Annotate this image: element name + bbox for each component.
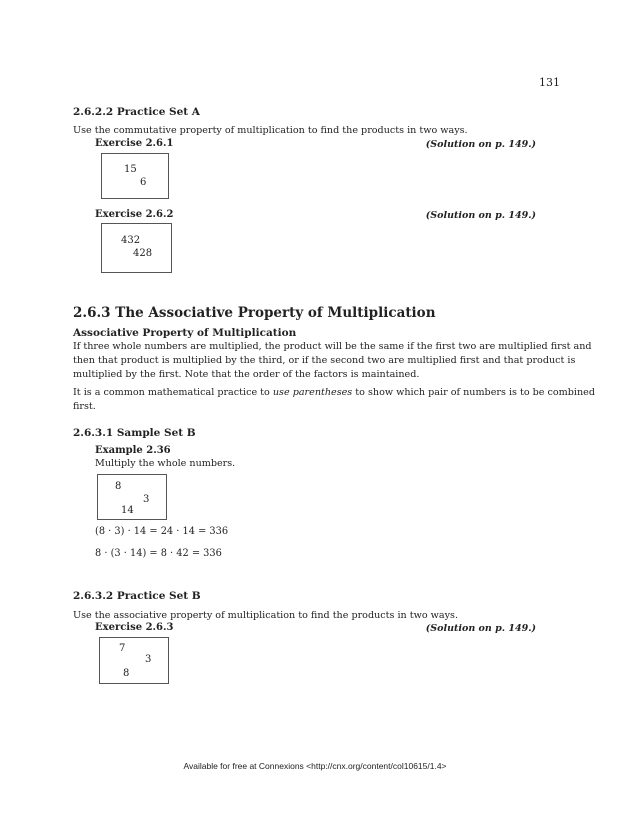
- associative-subheading: Associative Property of Multiplication: [73, 327, 297, 339]
- exercise-2-6-3-number-1: 7: [119, 643, 126, 654]
- parentheses-line-1: It is a common mathematical practice to use parentheses to show which pair of numbers is to be combined: [73, 387, 595, 398]
- exercise-2-6-1-number-1: 15: [124, 164, 137, 175]
- exercise-2-6-1-box: [101, 153, 169, 199]
- equation-grouping-first-two: (8 · 3) · 14 = 24 · 14 = 336: [95, 526, 229, 537]
- example-2-36-text: Multiply the whole numbers.: [95, 458, 236, 469]
- example-number-1: 8: [115, 481, 122, 492]
- emphasis-use-parentheses: use parentheses: [272, 387, 353, 398]
- section-heading-associative: 2.6.3 The Associative Property of Multiplication: [73, 305, 436, 321]
- definition-line-1: If three whole numbers are multiplied, the product will be the same if the first two are multiplied first and: [73, 341, 592, 352]
- exercise-2-6-3-box: [99, 637, 169, 684]
- exercise-2-6-2-title: Exercise 2.6.2: [95, 209, 174, 220]
- parentheses-practice-paragraph: [73, 386, 595, 414]
- exercise-2-6-2-box: [101, 223, 172, 273]
- example-number-3: 14: [121, 505, 134, 516]
- page-number: 131: [539, 76, 560, 89]
- exercise-2-6-2-solution-link[interactable]: (Solution on p. 149.): [425, 210, 536, 221]
- exercise-2-6-3-solution-link[interactable]: (Solution on p. 149.): [425, 623, 536, 634]
- footer-attribution: Available for free at Connexions <http://cnx.org/content/col10615/1.4>: [183, 761, 447, 771]
- practice-set-b-instruction: Use the associative property of multiplication to find the products in two ways.: [73, 610, 458, 621]
- example-2-36-box: [97, 474, 167, 520]
- associative-definition: [73, 340, 592, 382]
- practice-set-a-instruction: Use the commutative property of multiplication to find the products in two ways.: [73, 125, 468, 136]
- sample-set-b-heading: 2.6.3.1 Sample Set B: [73, 427, 196, 439]
- equation-grouping-last-two: 8 · (3 · 14) = 8 · 42 = 336: [95, 548, 222, 559]
- exercise-2-6-1-number-2: 6: [140, 177, 147, 188]
- exercise-2-6-3-number-2: 3: [145, 654, 152, 665]
- exercise-2-6-2-number-1: 432: [121, 235, 141, 246]
- exercise-2-6-2-number-2: 428: [133, 248, 153, 259]
- exercise-2-6-1-solution-link[interactable]: (Solution on p. 149.): [425, 139, 536, 150]
- example-number-2: 3: [143, 494, 150, 505]
- exercise-2-6-3-number-3: 8: [123, 668, 130, 679]
- practice-set-a-heading: 2.6.2.2 Practice Set A: [73, 106, 200, 118]
- definition-line-3: multiplied by the first. Note that the order of the factors is maintained.: [73, 369, 420, 380]
- parentheses-line-2: first.: [73, 401, 96, 412]
- definition-line-2: then that product is multiplied by the third, or if the second two are multiplied first and that product is: [73, 355, 576, 366]
- practice-set-b-heading: 2.6.3.2 Practice Set B: [73, 590, 201, 602]
- exercise-2-6-3-title: Exercise 2.6.3: [95, 622, 174, 633]
- example-2-36-title: Example 2.36: [95, 445, 171, 456]
- exercise-2-6-1-title: Exercise 2.6.1: [95, 138, 174, 149]
